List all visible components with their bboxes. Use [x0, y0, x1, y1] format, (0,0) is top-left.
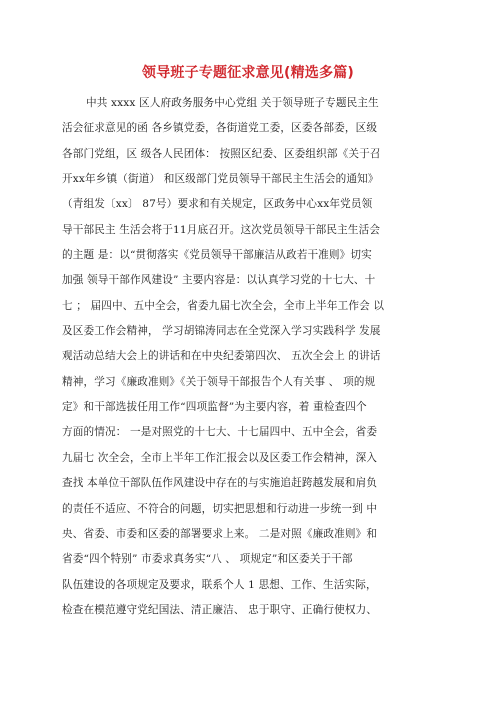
body-line: 定》和干部选拔任用工作“四项监督”为主要内容，着 重检查四个	[62, 401, 367, 414]
document-title: 领导班子专题征求意见(精选多篇)	[142, 65, 354, 81]
body-line: 的责任不适应、不符合的问题，切实把思想和行动进一步统一到 中	[62, 502, 378, 515]
body-line: 各部门党组，区 级各人民团体： 按照区纪委、区委组织部《关于召	[62, 147, 381, 160]
body-line: （青组发〔xx〕 87号）要求和有关规定，区政务中心xx年党员领	[62, 198, 373, 211]
body-line: 查找 本单位干部队伍作风建设中存在的与实施追赶跨越发展和肩负	[62, 477, 378, 490]
body-line: 省委“四个特别” 市委求真务实“八 、 项规定”和区委关于干部	[62, 553, 353, 566]
body-line: 精神，学习《廉政准则》《关于领导干部报告个人有关事 、 项的规	[62, 375, 376, 388]
body-line: 导干部民主 生活会将于11月底召开。这次党员领导干部民主生活会	[62, 223, 381, 236]
body-line: 及区委工作会精神， 学习胡锦涛同志在全党深入学习实践科学 发展	[62, 325, 381, 338]
body-line: 开xx年乡镇（街道） 和区级部门党员领导干部民主生活会的通知》	[62, 173, 379, 186]
body-line: 加强 领导干部作风建设” 主要内容是：以认真学习党的十七大、十	[62, 274, 376, 287]
body-line: 央、省委、市委和区委的部署要求上来。 二是对照《廉政准则》和	[62, 527, 378, 540]
body-line: 观活动总结大会上的讲话和在中央纪委第四次、 五次全会上 的讲话	[62, 350, 381, 363]
body-line: 七 ； 届四中、五中全会，省委九届七次全会，全市上半年工作会 以	[62, 299, 385, 312]
document-body	[62, 91, 436, 623]
body-line: 队伍建设的各项规定及要求，联系个人 1 思想、工作、生活实际，	[62, 578, 377, 591]
body-line: 方面的情况： 一是对照党的十七大、十七届四中、五中全会，省委	[62, 426, 378, 439]
body-line: 活会征求意见的函 各乡镇党委，各街道党工委，区委各部委，区级	[62, 122, 378, 135]
body-line: 检查在模范遵守党纪国法、清正廉洁、 忠于职守、正确行使权力、	[62, 603, 378, 616]
body-line: 的主题 是：以“贯彻落实《党员领导干部廉洁从政若干准则》切实	[62, 249, 372, 262]
body-line: 九届七 次全会，全市上半年工作汇报会以及区委工作会精神，深入	[62, 451, 378, 464]
body-line: 中共 xxxx 区人府政务服务中心党组 关于领导班子专题民主生	[86, 97, 379, 109]
